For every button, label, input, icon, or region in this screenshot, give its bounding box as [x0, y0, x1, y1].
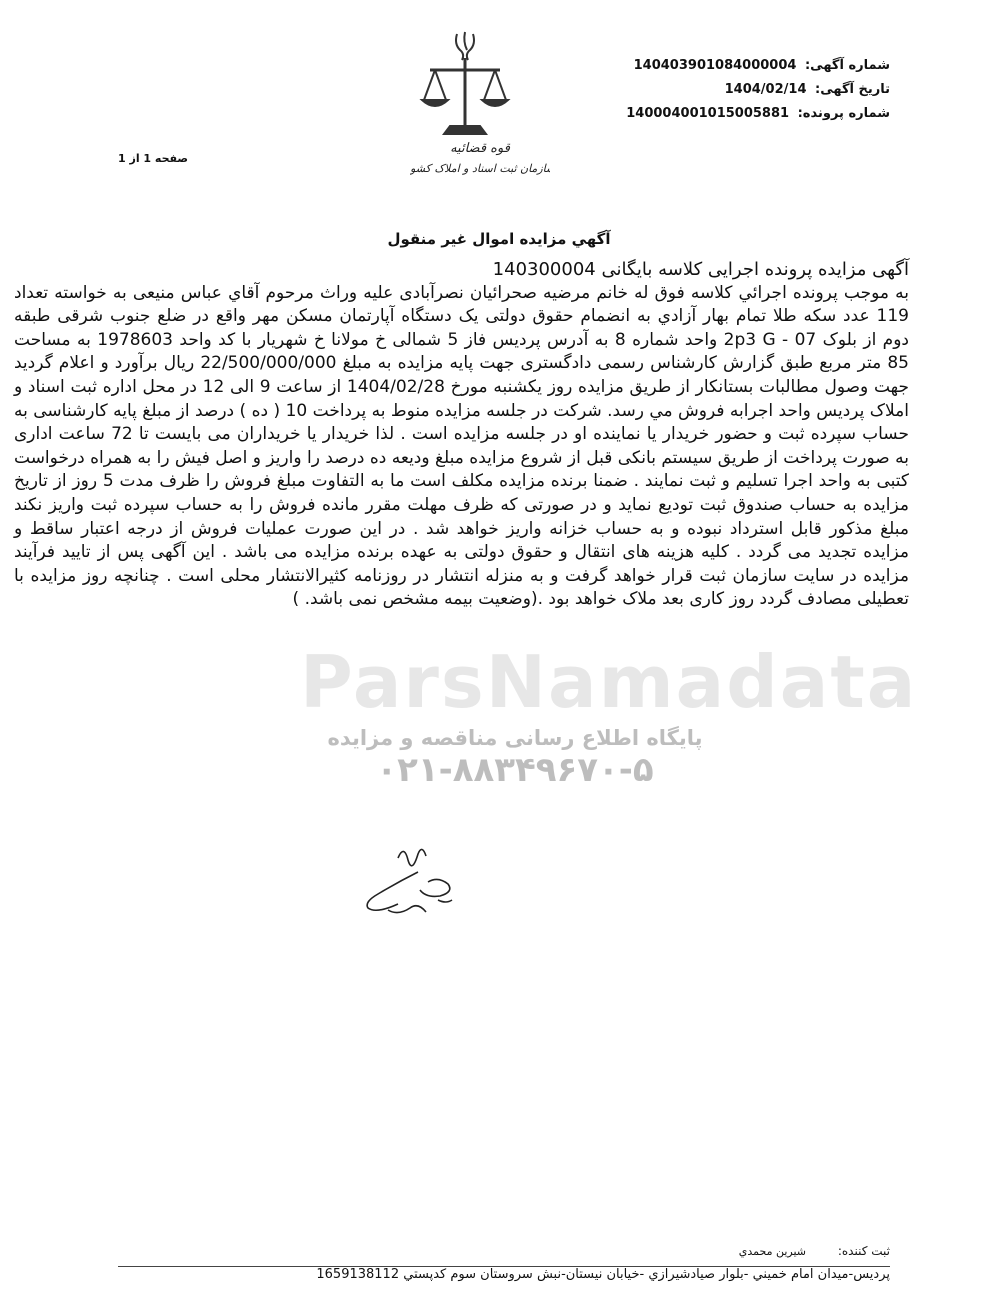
case-number-label: شماره پرونده: — [797, 106, 890, 121]
judiciary-scales-emblem-icon — [410, 30, 550, 180]
office-address: پرديس-ميدان امام خميني -بلوار صيادشيرازي -خيابان نيستان-نبش سروستان سوم کدپستي 1659138112 — [316, 1267, 890, 1282]
emblem-org-name: سازمان ثبت اسناد و املاک کشور — [410, 162, 550, 175]
ad-date-label: تاریخ آگهی: — [815, 82, 890, 97]
registrar-label: ثبت کننده: — [837, 1244, 890, 1258]
ad-date-row — [570, 78, 890, 102]
watermark-phone: ۰۲۱-۸۸۳۴۹۶۷۰-۵ — [376, 750, 654, 790]
notice-body — [14, 258, 909, 612]
ad-number-label: شماره آگهی: — [804, 58, 890, 73]
registrar-name: شيرين محمدي — [738, 1245, 807, 1258]
case-number: 140004001015005881 — [626, 106, 790, 121]
notice-first-line: آگهی مزایده پرونده اجرایی کلاسه بایگانی 140300004 — [492, 259, 909, 280]
document-title: آگهي مزايده اموال غير منقول — [387, 230, 611, 248]
handwritten-signature-icon — [358, 838, 478, 928]
page-number: صفحه 1 از 1 — [118, 152, 189, 165]
watermark-tagline: پایگاه اطلاع رسانی مناقصه و مزایده — [327, 726, 703, 750]
ad-number-row — [570, 54, 890, 78]
notice-paragraph: به موجب پرونده اجرائي کلاسه فوق له خانم مرضيه صحرائيان نصرآبادی عليه وراث مرحوم آقاي عباس منيعی به خواسته تعداد 119 عدد سکه طلا تمام بهار آزادي به انضمام حقوق دولتی يک دستگاه آپارتمان مسکن مهر واقع در ضلع جنوب شرقی طبقه دوم از بلوک 07 - 2p3 G واحد شماره 8 به آدرس پرديس فاز 5 شمالی خ مولانا خ شهريار با کد واحد 1978603 به مساحت 85 متر مربع طبق گزارش کارشناس رسمی دادگستری جهت پايه مزايده به مبلغ 22/500/000/000 ريال برآورد و اعلام گرديد جهت وصول مطالبات بستانکار از طريق مزايده روز يکشنبه مورخ 1404/02/28 از ساعت 9 الی 12 در محل اداره ثبت اسناد و املاک پرديس واحد اجرابه فروش مي رسد. شرکت در جلسه مزايده منوط به پرداخت 10 ( ده ) درصد از مبلغ پايه کارشناسی به حساب سپرده ثبت و حضور خريدار يا نماينده او در جلسه مزايده است . لذا خريدار يا خريداران می بايست تا 72 ساعت اداری به صورت پرداخت از طريق سيستم بانکی قبل از شروع مزايده مبلغ وديعه ده درصد را واريز و اصل فيش را به همراه درخواست کتبی به واحد اجرا تسليم و ثبت نمايند . ضمنا برنده مزايده مکلف است ما به التفاوت مبلغ فروش را ظرف مدت 5 روز از تاريخ مزايده به حساب صندوق ثبت توديع نمايد و در صورتی که ظرف مهلت مقرر مانده فروش را به حساب سپرده ثبت واريز نکند مبلغ مذکور قابل استرداد نبوده و به حساب خزانه واريز خواهد شد . در اين صورت عمليات فروش از درجه اعتبار ساقط و مزايده تجديد می گردد . کليه هزينه های انتقال و حقوق دولتی به عهده برنده مزايده می باشد . اين آگهی پس از تاييد فرآيند مزايده در سايت سازمان ثبت قرار خواهد گرفت و به منزله انتشار در روزنامه کثيرالانتشار محلی است . چنانچه روز مزايده با تعطيلی مصادف گردد روز کاری بعد ملاک خواهد بود .(وضعيت بيمه مشخص نمی باشد. ) — [14, 282, 909, 610]
judiciary-emblem — [410, 30, 550, 180]
case-number-row — [570, 102, 890, 126]
watermark — [300, 640, 918, 790]
signature — [358, 838, 478, 928]
emblem-caption: قوه قضائیه — [450, 141, 510, 156]
watermark-logo: ParsNamadata — [300, 640, 918, 724]
ad-header-info — [570, 54, 890, 126]
ad-date: 1404/02/14 — [724, 82, 807, 97]
registrar — [739, 1244, 890, 1258]
ad-number: 140403901084000004 — [633, 58, 797, 73]
